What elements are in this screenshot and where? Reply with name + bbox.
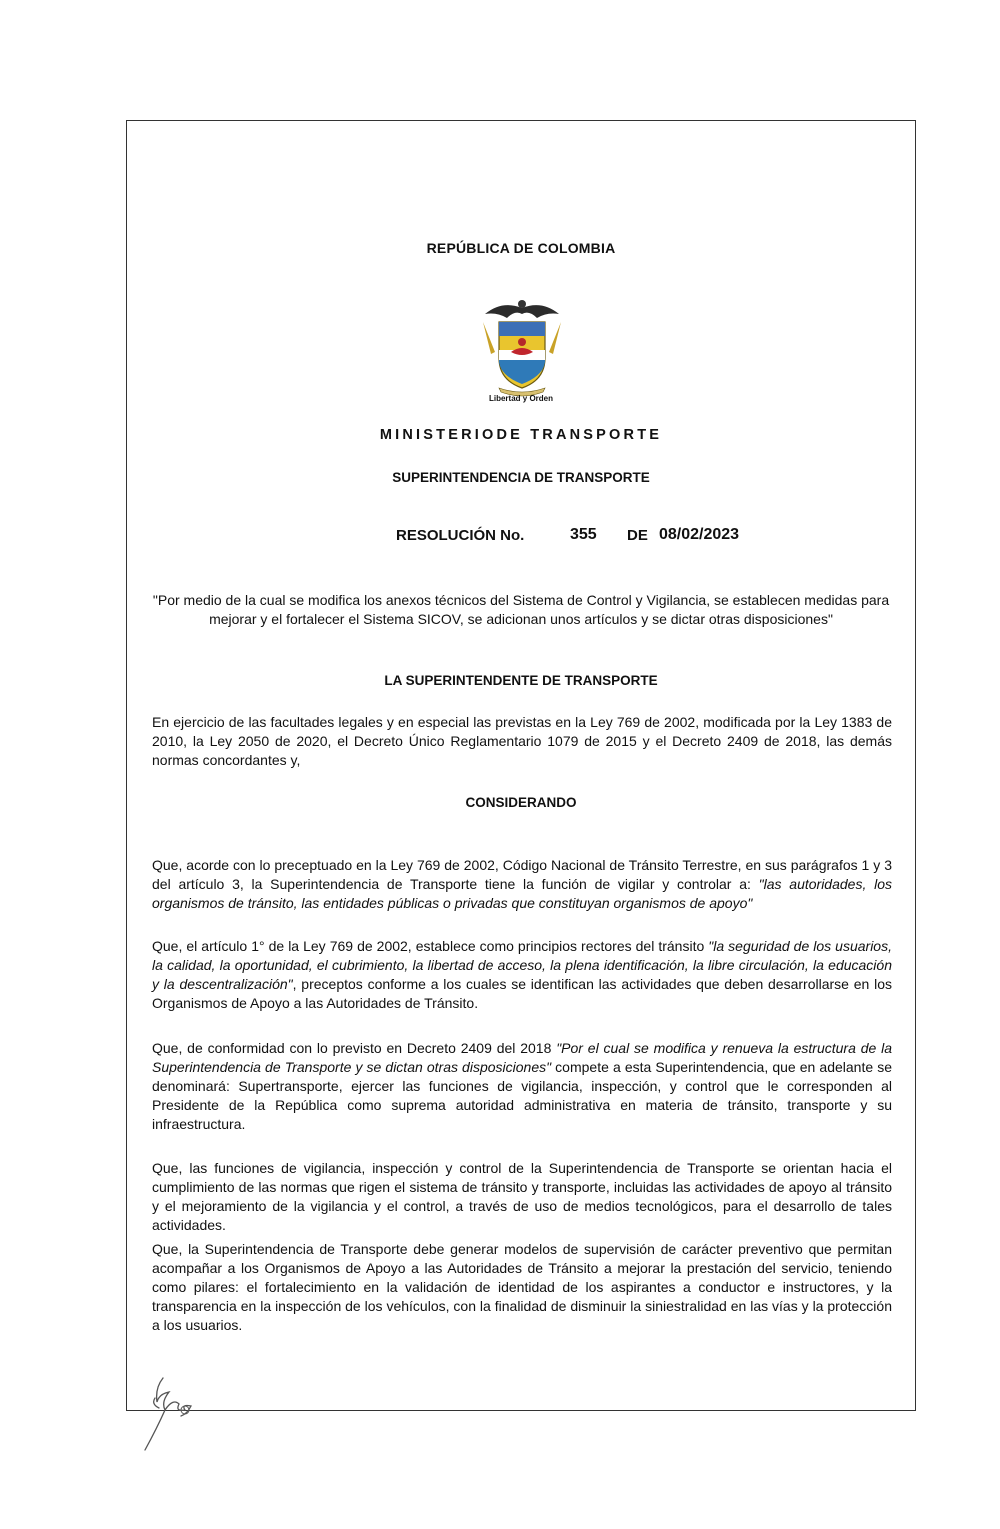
initials-signature xyxy=(135,1368,205,1458)
superintendency-title: SUPERINTENDENCIA DE TRANSPORTE xyxy=(392,470,650,485)
considering-paragraph-3 xyxy=(152,1039,892,1134)
p3-quote: "Por el cual se modifica y renueva la estructura de la Superintendencia de Transporte y se dictan otras disposiciones" xyxy=(152,1040,892,1075)
considering-heading: CONSIDERANDO xyxy=(465,795,577,810)
considering-paragraph-1 xyxy=(152,856,892,913)
resolution-de: DE xyxy=(627,527,648,544)
p2-text-start: Que, el artículo 1° de la Ley 769 de 2002, establece como principios rectores del tránsito xyxy=(152,938,709,954)
subject-text: "Por medio de la cual se modifica los anexos técnicos del Sistema de Control y Vigilancia, se establecen medidas para mejorar y el fortalecer el Sistema SICOV, se adicionan unos artículos y se dictar otras disposiciones" xyxy=(152,592,890,627)
resolution-subject xyxy=(126,591,916,629)
p3-text-start: Que, de conformidad con lo previsto en Decreto 2409 del 2018 xyxy=(152,1040,557,1056)
resolution-label: RESOLUCIÓN No. xyxy=(396,527,525,544)
authority-heading: LA SUPERINTENDENTE DE TRANSPORTE xyxy=(384,673,658,688)
ministry-title: MINISTERIODE TRANSPORTE xyxy=(379,427,663,443)
p2-quote: "la seguridad de los usuarios, la calidad, la oportunidad, el cubrimiento, la libertad de acceso, la plena identificación, la libre circulación, la educación y la descentralización" xyxy=(152,938,892,992)
coat-of-arms-icon xyxy=(477,292,567,402)
p1-text: Que, acorde con lo preceptuado en la Ley 769 de 2002, Código Nacional de Tránsito Terrestre, en sus parágrafos 1 y 3 del artículo 3, la Superintendencia de Transporte tiene la función de vigilar y controlar a: xyxy=(152,857,892,892)
p2-text-end: , preceptos conforme a los cuales se identifican las actividades que deben desarrollarse en los Organismos de Apoyo a las Autoridades de Tránsito. xyxy=(152,976,892,1011)
considering-paragraph-5: Que, la Superintendencia de Transporte debe generar modelos de supervisión de carácter preventivo que permitan acompañar a los Organismos de Apoyo a las Autoridades de Tránsito a mejorar la prestación del servicio, teniendo como pilares: el fortalecimiento en la validación de identidad de los aspirantes a conductor e instructores, y la transparencia en la inspección de los vehículos, con la finalidad de disminuir la siniestralidad en las vías y la protección a los usuarios. xyxy=(152,1241,892,1333)
considering-paragraph-2 xyxy=(152,937,892,1013)
motto-label: Libertad y Orden xyxy=(488,394,553,403)
p1-quote: "las autoridades, los organismos de tránsito, las entidades públicas o privadas que constituyan organismos de apoyo" xyxy=(152,876,892,911)
considering-paragraph-4: Que, las funciones de vigilancia, inspección y control de la Superintendencia de Transporte se orientan hacia el cumplimiento de las normas que rigen el sistema de tránsito y transporte, incluidas las actividades de apoyo al tránsito y el mejoramiento de la vigilancia y el control, a través de uso de medios tecnológicos, para el desarrollo de tales actividades. xyxy=(152,1160,892,1233)
resolution-number: 355 xyxy=(570,526,597,543)
country-title: REPÚBLICA DE COLOMBIA xyxy=(426,240,616,256)
intro-paragraph: En ejercicio de las facultades legales y en especial las previstas en la Ley 769 de 2002, modificada por la Ley 1383 de 2010, la Ley 2050 de 2020, el Decreto Único Reglamentario 1079 de 2015 y el Decreto 2409 de 2018, las demás normas concordantes y, xyxy=(152,714,892,768)
resolution-date: 08/02/2023 xyxy=(659,526,740,543)
p3-text-end: compete a esta Superintendencia, que en adelante se denominará: Supertransporte, ejercer las funciones de vigilancia, inspección, y control que le corresponden al Presidente de la República como suprema autoridad administrativa en materia de tránsito, transporte y su infraestructura. xyxy=(152,1059,893,1132)
